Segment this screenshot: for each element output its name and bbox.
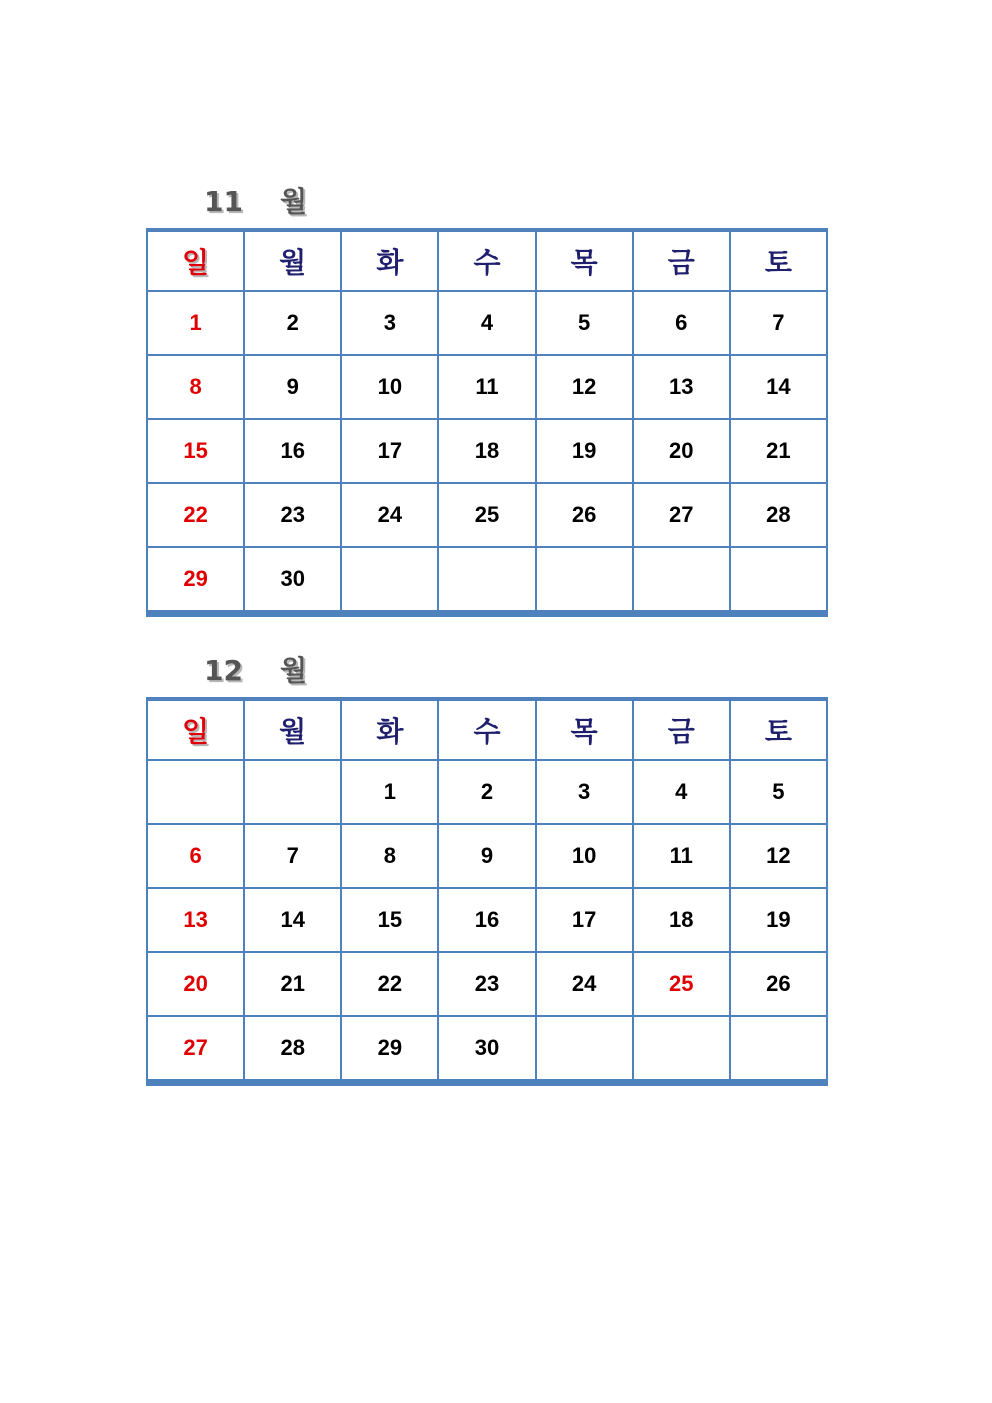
day-cell: 12: [536, 355, 633, 419]
week-row: [147, 952, 827, 1016]
day-cell: 19: [536, 419, 633, 483]
day-cell: 16: [244, 419, 341, 483]
day-cell: 21: [730, 419, 827, 483]
week-row: [147, 760, 827, 824]
day-cell: 18: [438, 419, 535, 483]
day-cell: 10: [536, 824, 633, 888]
day-cell: [147, 760, 244, 824]
weekday-wednesday: 수: [438, 699, 535, 760]
day-cell: 20: [147, 952, 244, 1016]
day-cell: 14: [244, 888, 341, 952]
day-cell: 15: [341, 888, 438, 952]
day-cell: 28: [244, 1016, 341, 1083]
day-cell: 24: [341, 483, 438, 547]
day-cell: 11: [633, 824, 730, 888]
week-row: [147, 355, 827, 419]
day-cell: 22: [147, 483, 244, 547]
day-cell: 23: [244, 483, 341, 547]
month-title-november: [204, 180, 307, 220]
day-cell: 20: [633, 419, 730, 483]
day-cell: 17: [536, 888, 633, 952]
weekday-header-row: [147, 230, 827, 291]
day-cell: 11: [438, 355, 535, 419]
weekday-wednesday: 수: [438, 230, 535, 291]
weekday-header-row: [147, 699, 827, 760]
day-cell: 5: [730, 760, 827, 824]
day-cell: 13: [147, 888, 244, 952]
day-cell: 14: [730, 355, 827, 419]
month-label: 월: [280, 185, 308, 218]
day-cell: 6: [633, 291, 730, 355]
day-cell: 8: [341, 824, 438, 888]
day-cell: 26: [536, 483, 633, 547]
weekday-saturday: 토: [730, 230, 827, 291]
day-cell: [730, 1016, 827, 1083]
day-cell: 13: [633, 355, 730, 419]
weekday-monday: 월: [244, 699, 341, 760]
day-cell: 12: [730, 824, 827, 888]
day-cell-holiday: 25: [633, 952, 730, 1016]
weekday-thursday: 목: [536, 699, 633, 760]
week-row: [147, 547, 827, 614]
week-row: [147, 824, 827, 888]
day-cell: 6: [147, 824, 244, 888]
day-cell: 4: [633, 760, 730, 824]
week-row: [147, 291, 827, 355]
weekday-tuesday: 화: [341, 699, 438, 760]
month-number: 11: [204, 185, 243, 218]
day-cell: 16: [438, 888, 535, 952]
week-row: [147, 888, 827, 952]
day-cell: 21: [244, 952, 341, 1016]
day-cell: [633, 547, 730, 614]
day-cell: 30: [244, 547, 341, 614]
weekday-friday: 금: [633, 699, 730, 760]
day-cell: 8: [147, 355, 244, 419]
day-cell: 28: [730, 483, 827, 547]
day-cell: 5: [536, 291, 633, 355]
day-cell: 3: [536, 760, 633, 824]
calendar-december: [146, 697, 828, 1086]
day-cell: 2: [438, 760, 535, 824]
month-number: 12: [204, 654, 243, 687]
weekday-saturday: 토: [730, 699, 827, 760]
day-cell: [438, 547, 535, 614]
day-cell: 18: [633, 888, 730, 952]
week-row: [147, 483, 827, 547]
weekday-monday: 월: [244, 230, 341, 291]
day-cell: 9: [438, 824, 535, 888]
weekday-tuesday: 화: [341, 230, 438, 291]
day-cell: 7: [730, 291, 827, 355]
day-cell: 4: [438, 291, 535, 355]
day-cell: [633, 1016, 730, 1083]
day-cell: 23: [438, 952, 535, 1016]
day-cell: 19: [730, 888, 827, 952]
day-cell: 1: [341, 760, 438, 824]
day-cell: 2: [244, 291, 341, 355]
day-cell: 27: [147, 1016, 244, 1083]
month-label: 월: [280, 654, 308, 687]
day-cell: 10: [341, 355, 438, 419]
weekday-friday: 금: [633, 230, 730, 291]
day-cell: 9: [244, 355, 341, 419]
week-row: [147, 1016, 827, 1083]
day-cell: [730, 547, 827, 614]
day-cell: 7: [244, 824, 341, 888]
weekday-thursday: 목: [536, 230, 633, 291]
month-title-december: [204, 649, 307, 689]
day-cell: 17: [341, 419, 438, 483]
day-cell: [536, 1016, 633, 1083]
day-cell: 29: [341, 1016, 438, 1083]
weekday-sunday: 일: [147, 699, 244, 760]
calendar-november: [146, 228, 828, 617]
day-cell: 15: [147, 419, 244, 483]
day-cell: [536, 547, 633, 614]
day-cell: 27: [633, 483, 730, 547]
day-cell: 1: [147, 291, 244, 355]
day-cell: 3: [341, 291, 438, 355]
day-cell: 26: [730, 952, 827, 1016]
day-cell: 22: [341, 952, 438, 1016]
day-cell: 29: [147, 547, 244, 614]
day-cell: [244, 760, 341, 824]
weekday-sunday: 일: [147, 230, 244, 291]
day-cell: 25: [438, 483, 535, 547]
day-cell: [341, 547, 438, 614]
day-cell: 24: [536, 952, 633, 1016]
day-cell: 30: [438, 1016, 535, 1083]
week-row: [147, 419, 827, 483]
